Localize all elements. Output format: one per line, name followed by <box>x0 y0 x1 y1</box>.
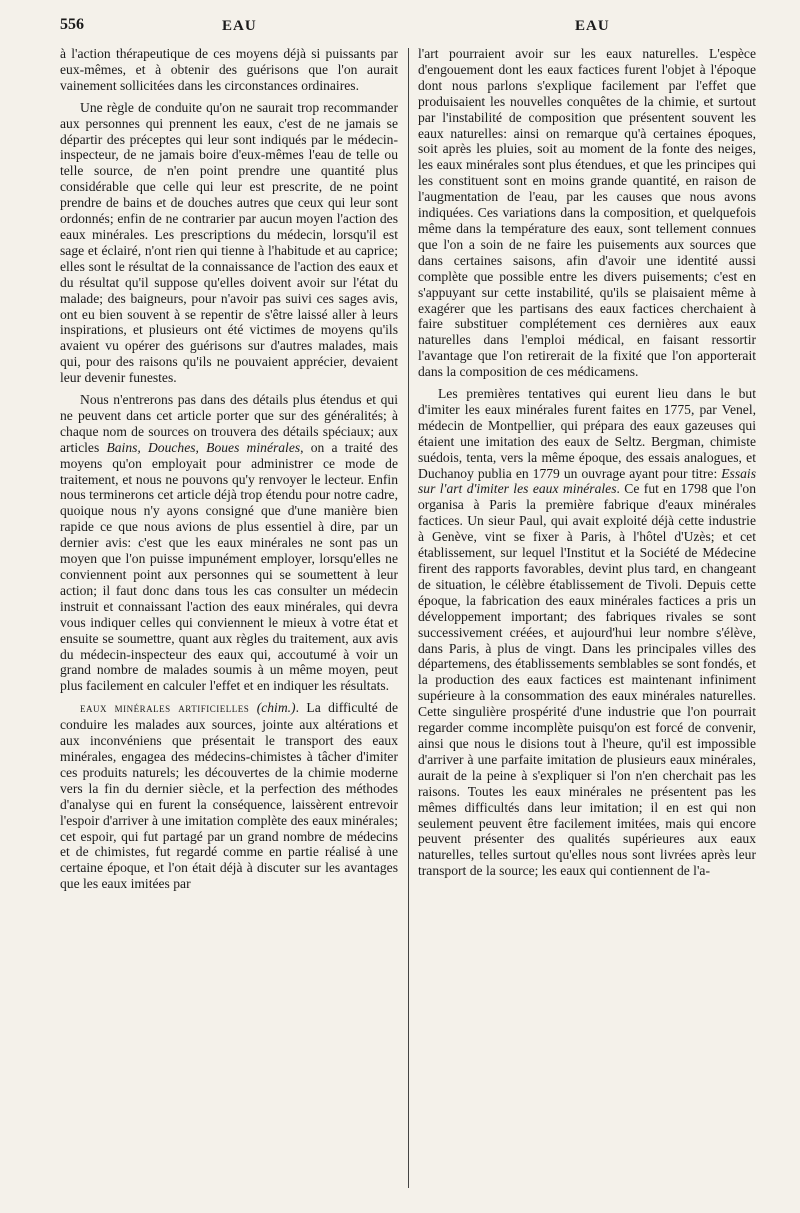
paragraph: à l'action thérapeutique de ces moyens déjà si puissants par eux-mêmes, et à obtenir des guérisons que l'on aurait vainement sollicitées dans les circonstances ordinaires. <box>60 46 398 93</box>
left-column <box>60 46 398 1196</box>
paragraph: Une règle de conduite qu'on ne saurait trop recommander aux personnes qui prennent les eaux, c'est de ne jamais se départir des préceptes qui leur sont indiqués par le médecin-inspecteur, de ne jamais boire d'eux-mêmes l'eau de telle ou telle source, de n'en point prendre une quantité plus considérable que celle qui leur est prescrite, de ne point prendre de bains et de douches autres que ceux qui leur sont ordonnés; enfin de ne contrarier par aucun moyen l'action des eaux minérales. Les prescriptions du médecin, lorsqu'il est sage et éclairé, n'ont rien qui tienne à l'habitude et au caprice; elles sont le résultat de la connaissance de l'action des eaux et du résultat qu'il suppose qu'elles doivent avoir sur l'état du malade; des baigneurs, pour n'avoir pas suivi ces sages avis, ont eu bien souvent à se repentir de s'être laissé aller à leurs inspirations, et plusieurs ont été victimes de moyens qu'ils avaient vu opérer des guérisons sur d'autres malades, mais qui, pour des raisons qu'ils ne pouvaient apprécier, devaient leur devenir funestes. <box>60 99 398 386</box>
entry-heading: eaux minérales artificielles <box>80 701 250 716</box>
column-divider <box>408 48 409 1188</box>
paragraph <box>60 392 398 694</box>
paragraph: l'art pourraient avoir sur les eaux naturelles. L'espèce d'engouement dont les eaux factices furent l'objet à l'époque dont nous parlons s'explique facilement par l'effet que produisaient les nouvelles conquêtes de la chimie, et surtout par l'instabilité de composition que présentent souvent les eaux naturelles: ainsi on remarque qu'à certaines époques, soit après les pluies, soit au moment de la fonte des neiges, les eaux minérales sont plus étendues, et que les principes qui les constituent sont en moins grande quantité, en raison de l'augmentation de l'eau, par les causes que nous avons indiquées. Ces variations dans la composition, et quelquefois même dans la température des eaux, sont tellement connues que l'on a soin de ne faire les puisements aux sources que dans certaines saisons, afin d'avoir une identité aussi complète que possible entre les divers puisements; c'est en s'appuyant sur cette instabilité, qu'ils se plaisaient même à exagérer que les partisans des eaux factices cherchaient à faire substituer complétement ces dernières aux eaux naturelles dans l'emploi médical, en faisant ressortir l'avantage que l'on retirerait de la fixité que l'on apporterait dans la composition de ces médicamens. <box>418 46 756 380</box>
paragraph <box>418 386 756 879</box>
entry-tag: (chim.) <box>256 700 296 716</box>
paragraph-text: . Ce fut en 1798 que l'on organisa à Paris la première fabrique d'eaux minérales factices. Un sieur Paul, qui avait exploité déjà cette industrie à Genève, vint se fixer à Paris, à l'hôtel d'Uzès; et cet établissement, sur lequel l'Institut et la Société de Médecine firent des rapports favorables, devint plus tard, en changeant de situation, le célèbre établissement de Tivoli. Depuis cette époque, la fabrication des eaux minérales factices a pris un développement important; des fabriques rivales se sont successivement créées, et aujourd'hui leur nombre s'élève, dans Paris, à plus de vingt. Dans les principales villes des départemens, des établissements semblables se sont fondés, et la production des eaux factices est maintenant infiniment supérieure à la consommation des eaux minérales naturelles. Cette singulière prospérité d'une industrie que l'on pourrait regarder comme incomplète puisqu'on est forcé de convenir, ainsi que nous le disions tout à l'heure, qu'il est impossible d'arriver à une parfaite imitation de plusieurs eaux minérales, aurait de la peine à s'expliquer si l'on n'en cherchait pas les raisons. Toutes les eaux minérales ne présentent pas les mêmes difficultés dans leur imitation; il en est qui non seulement peuvent être facilement imitées, mais qui encore peuvent présenter des qualités supérieures aux eaux naturelles, telles surtout qu'elles nous sont livrées après leur transport de la source; les eaux qui contiennent de l'a- <box>418 481 756 879</box>
paragraph-text: Nous n'entrerons pas dans des détails plus étendus et qui ne peuvent dans cet article porter que sur des généralités; à chaque nom de sources on trouvera des détails spéciaux; aux articles <box>60 392 398 455</box>
paragraph-text: . La difficulté de conduire les malades aux sources, jointe aux altérations et aux inconvéniens que présentait le transport des eaux minérales, engagea des médecins-chimistes à tâcher d'imiter ces produits naturels; les découvertes de la chimie moderne vers la fin du dernier siècle, et la perfection des méthodes d'analyse qui en furent la conséquence, laissèrent entrevoir l'espoir d'arriver à une imitation complète des eaux minérales; cet espoir, qui fut partagé par un grand nombre de médecins et de chimistes, fut regardé comme en partie réalisé à une certaine époque, et l'on était déjà à discuter sur les avantages que les eaux imitées par <box>60 700 398 892</box>
page-header <box>0 0 800 50</box>
paragraph <box>60 700 398 892</box>
book-title: Essais sur l'art d'imiter les eaux minérales <box>418 465 756 497</box>
article-reference: Bains, Douches, Boues minérales <box>106 439 301 455</box>
paragraph-text: , on a traité des moyens qu'on employait pour administrer ce mode de traitement, et nous ne pouvons qu'y renvoyer le lecteur. Enfin nous terminerons cet article déjà trop étendu pour notre cadre, quoique nous n'y ayons consigné que d'une manière bien rapide ce que nous avions de plus essentiel à dire, par un dernier avis: c'est que les eaux minérales ne sont pas un moyen que l'on puisse impunément employer, lorsqu'elles ne conviennent point aux personnes qui se soumettent à leur action; il faut donc dans tous les cas consulter un médecin instruit et connaissant l'action des eaux minérales, qui devra vous indiquer celles qui conviennent le mieux à votre état et ensuite se soumettre, quant aux règles du traitement, aux avis du médecin-inspecteur des eaux qui, accoutumé à voir un grand nombre de malades soumis à un même moyen, peut plus facilement en calculer l'effet et en indiquer les résultats. <box>60 439 398 694</box>
right-column <box>418 46 756 1196</box>
running-head-left: EAU <box>222 18 257 34</box>
paragraph-text: Les premières tentatives qui eurent lieu dans le but d'imiter les eaux minérales furent faites en 1775, par Venel, médecin de Montpellier, qui prépara des eaux gazeuses qui étaient une imitation des eaux de Seltz. Bergman, chimiste suédois, tenta, vers la même époque, des essais analogues, et Duchanoy publia en 1779 un ouvrage ayant pour titre: <box>418 386 756 481</box>
page-number: 556 <box>60 16 84 33</box>
running-head-right: EAU <box>575 18 610 34</box>
